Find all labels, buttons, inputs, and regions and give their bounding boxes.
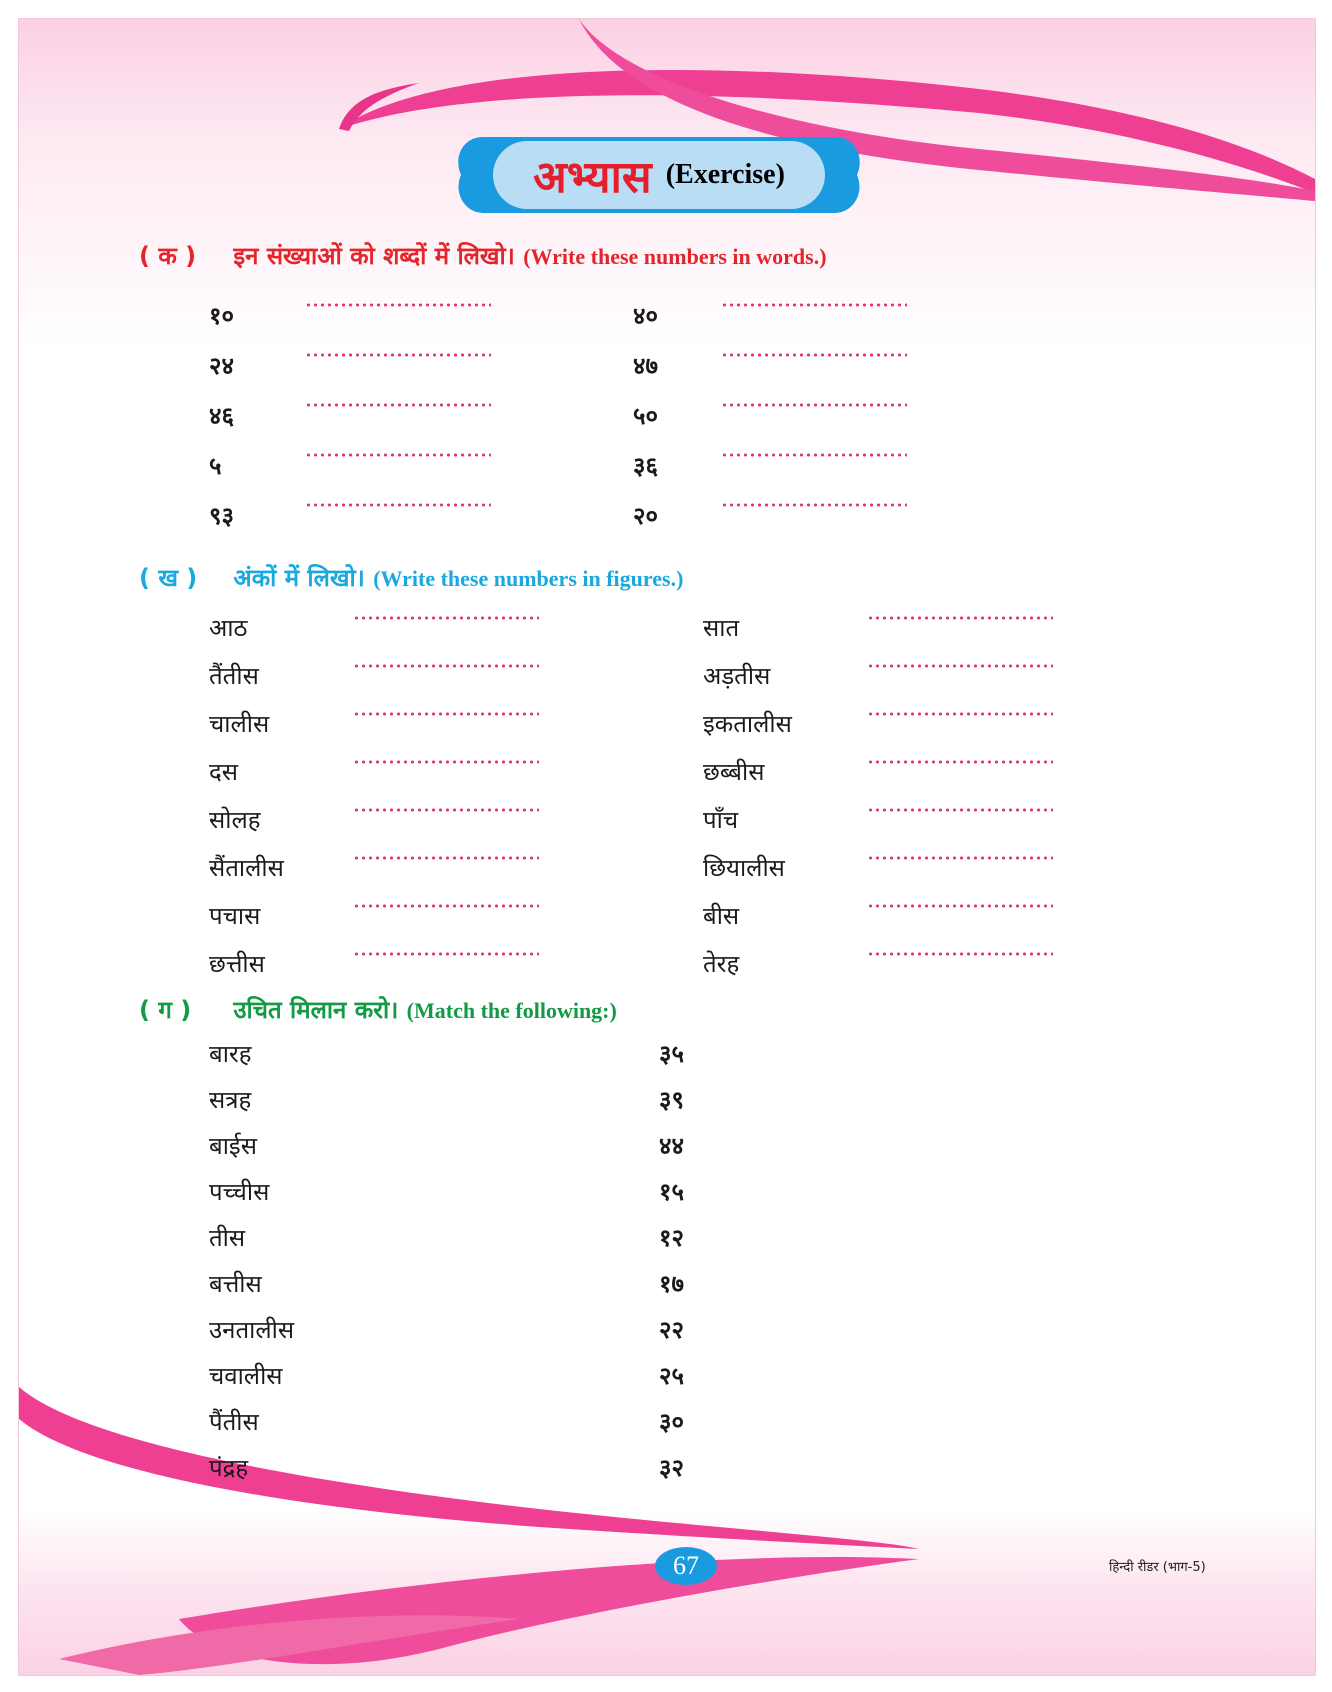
list-item: ४७ xyxy=(633,352,658,380)
answer-blank[interactable] xyxy=(867,808,1053,812)
list-item: २४ xyxy=(209,352,234,380)
match-item[interactable]: १७ xyxy=(659,1270,684,1298)
section-a-label: ( क ) xyxy=(139,242,197,270)
match-item[interactable]: २५ xyxy=(659,1362,684,1390)
section-b-label: ( ख ) xyxy=(139,564,198,592)
list-item: चालीस xyxy=(209,710,270,738)
list-item: आठ xyxy=(209,614,248,642)
list-item: इकतालीस xyxy=(703,710,792,738)
section-a-heading xyxy=(139,239,827,272)
answer-blank[interactable] xyxy=(867,712,1053,716)
match-item[interactable]: उनतालीस xyxy=(209,1316,295,1344)
section-c-label: ( ग ) xyxy=(139,996,192,1024)
answer-blank[interactable] xyxy=(867,760,1053,764)
list-item: पाँच xyxy=(703,806,739,834)
match-item[interactable]: पच्चीस xyxy=(209,1178,270,1206)
answer-blank[interactable] xyxy=(305,453,491,457)
section-c-hindi: उचित मिलान करो। xyxy=(233,996,399,1024)
match-item[interactable]: ३५ xyxy=(659,1040,684,1068)
page-frame xyxy=(18,18,1316,1676)
match-item[interactable]: ३९ xyxy=(659,1086,684,1114)
answer-blank[interactable] xyxy=(721,353,907,357)
match-item[interactable]: बारह xyxy=(209,1040,252,1068)
match-item[interactable]: २२ xyxy=(659,1316,684,1344)
title-english: (Exercise) xyxy=(665,159,785,190)
answer-blank[interactable] xyxy=(867,856,1053,860)
section-a-hindi: इन संख्याओं को शब्दों में लिखो। xyxy=(233,242,515,270)
answer-blank[interactable] xyxy=(305,403,491,407)
list-item: ५० xyxy=(633,402,658,430)
list-item: ४६ xyxy=(209,402,234,430)
title-hindi: अभ्यास xyxy=(533,152,652,203)
answer-blank[interactable] xyxy=(721,303,907,307)
answer-blank[interactable] xyxy=(305,353,491,357)
answer-blank[interactable] xyxy=(305,303,491,307)
list-item: तैंतीस xyxy=(209,662,259,690)
answer-blank[interactable] xyxy=(305,503,491,507)
list-item: बीस xyxy=(703,902,740,930)
list-item: तेरह xyxy=(703,950,740,978)
list-item: ३६ xyxy=(633,452,658,480)
match-item[interactable]: ४४ xyxy=(659,1132,684,1160)
answer-blank[interactable] xyxy=(867,904,1053,908)
match-item[interactable]: सत्रह xyxy=(209,1086,252,1114)
answer-blank[interactable] xyxy=(353,856,539,860)
list-item: १० xyxy=(209,302,234,330)
answer-blank[interactable] xyxy=(353,712,539,716)
section-b-hindi: अंकों में लिखो। xyxy=(233,564,365,592)
list-item: ५ xyxy=(209,452,222,480)
answer-blank[interactable] xyxy=(353,760,539,764)
answer-blank[interactable] xyxy=(353,952,539,956)
match-item[interactable]: बाईस xyxy=(209,1132,257,1160)
section-c-english: (Match the following:) xyxy=(406,998,617,1023)
match-item[interactable]: १२ xyxy=(659,1224,684,1252)
list-item: सोलह xyxy=(209,806,261,834)
match-item[interactable]: १५ xyxy=(659,1178,684,1206)
list-item: ९३ xyxy=(209,502,234,530)
match-item[interactable]: तीस xyxy=(209,1224,246,1252)
list-item: छियालीस xyxy=(703,854,785,882)
page-number: 67 xyxy=(655,1547,717,1585)
match-item[interactable]: ३२ xyxy=(659,1454,684,1482)
match-item[interactable]: चवालीस xyxy=(209,1362,283,1390)
match-item[interactable]: पंद्रह xyxy=(209,1454,249,1482)
list-item: सात xyxy=(703,614,740,642)
answer-blank[interactable] xyxy=(721,403,907,407)
section-b-english: (Write these numbers in figures.) xyxy=(373,566,684,591)
answer-blank[interactable] xyxy=(353,664,539,668)
list-item: पचास xyxy=(209,902,261,930)
section-b-heading xyxy=(139,561,683,594)
list-item: छत्तीस xyxy=(209,950,265,978)
book-title: हिन्दी रीडर (भाग-5) xyxy=(1109,1560,1206,1575)
list-item: २० xyxy=(633,502,658,530)
list-item: ४० xyxy=(633,302,658,330)
title-badge xyxy=(453,127,865,223)
list-item: सैंतालीस xyxy=(209,854,284,882)
section-a-english: (Write these numbers in words.) xyxy=(523,244,827,269)
match-item[interactable]: पैंतीस xyxy=(209,1408,259,1436)
answer-blank[interactable] xyxy=(867,664,1053,668)
list-item: छब्बीस xyxy=(703,758,765,786)
list-item: अड़तीस xyxy=(703,662,771,690)
answer-blank[interactable] xyxy=(353,616,539,620)
answer-blank[interactable] xyxy=(353,904,539,908)
match-item[interactable]: बत्तीस xyxy=(209,1270,262,1298)
match-item[interactable]: ३० xyxy=(659,1408,684,1436)
answer-blank[interactable] xyxy=(353,808,539,812)
answer-blank[interactable] xyxy=(721,453,907,457)
list-item: दस xyxy=(209,758,238,786)
answer-blank[interactable] xyxy=(721,503,907,507)
answer-blank[interactable] xyxy=(867,952,1053,956)
section-c-heading xyxy=(139,993,617,1026)
answer-blank[interactable] xyxy=(867,616,1053,620)
